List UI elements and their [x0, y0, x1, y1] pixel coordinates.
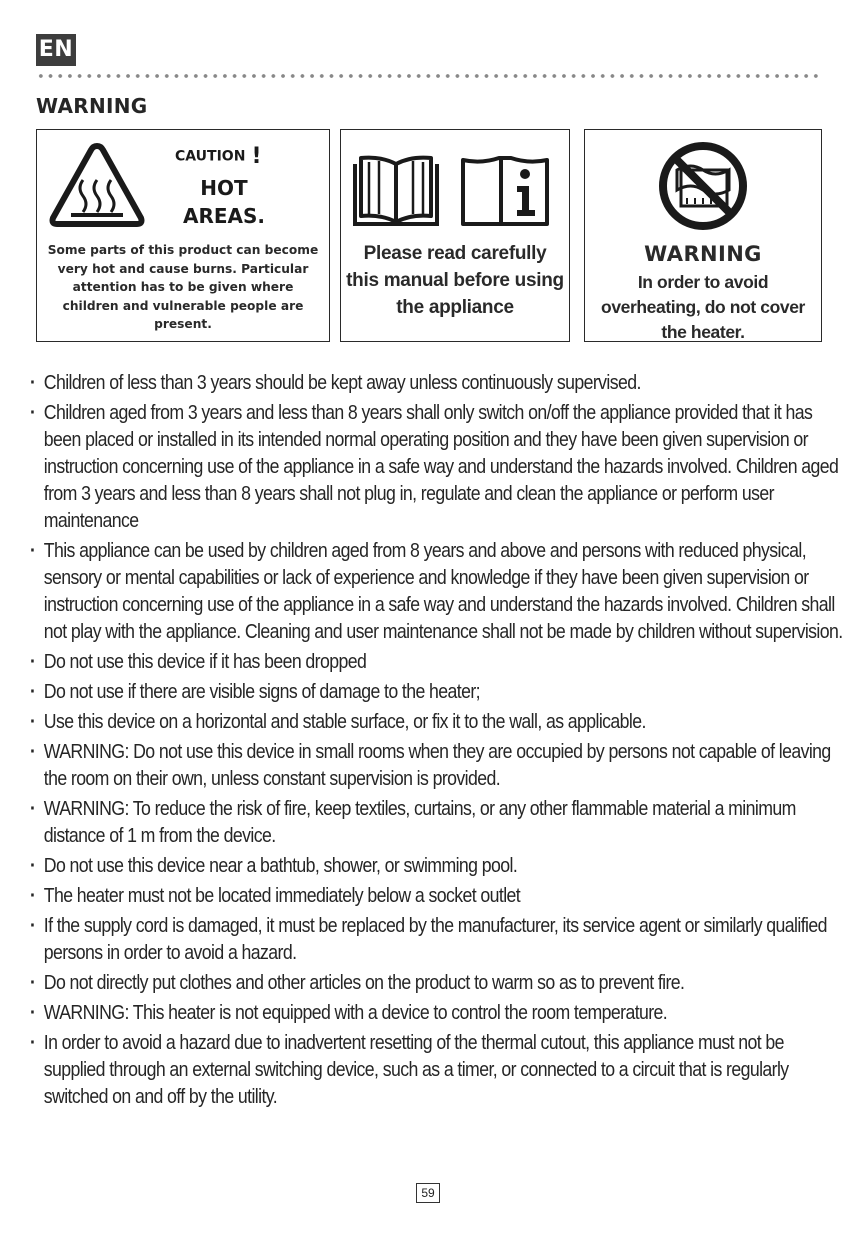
warning-item: · Do not use if there are visible signs of damage to the heater; — [30, 678, 844, 705]
hot-areas-title — [175, 174, 273, 230]
page-number: 59 — [416, 1183, 440, 1203]
warning-item: · WARNING: This heater is not equipped with a device to control the room temperature. — [30, 999, 844, 1026]
do-not-cover-title: WARNING — [644, 242, 762, 266]
warning-item: · The heater must not be located immediately below a socket outlet — [30, 882, 844, 909]
section-title: WARNING — [36, 94, 148, 118]
info-manual-icon — [459, 154, 551, 230]
hot-title-line-2: AREAS. — [182, 204, 266, 228]
warning-item: · Do not directly put clothes and other articles on the product to warm so as to prevent fire. — [30, 969, 844, 996]
warning-item: · Children aged from 3 years and less than 8 years shall only switch on/off the appliance provided that it has been placed or installed in its intended normal operating position and they have been given supervision or instruction concerning use of the appliance in a safe way and understand the hazards involved. Children aged from 3 years and less than 8 years shall not plug in, regulate and clean the appliance or perform user maintenance — [30, 399, 844, 534]
warning-item: · If the supply cord is damaged, it must be replaced by the manufacturer, its service agent or similarly qualified persons in order to avoid a hazard. — [30, 912, 844, 966]
read-manual-panel — [340, 129, 570, 342]
hot-title-line-1: HOT — [200, 176, 248, 200]
warning-item: · WARNING: To reduce the risk of fire, keep textiles, curtains, or any other flammable material a minimum distance of 1 m from the device. — [30, 795, 844, 849]
hot-surface-warning-icon — [47, 140, 147, 230]
warning-item: · This appliance can be used by children aged from 8 years and above and persons with reduced physical, sensory or mental capabilities or lack of experience and knowledge if they have been given supervision or instruction concerning use of the appliance in a safe way and understand the hazards involved. Children shall not play with the appliance. Cleaning and user maintenance shall not be made by children without supervision. — [30, 537, 844, 645]
warning-item: · Do not use this device if it has been dropped — [30, 648, 844, 675]
warnings-list — [30, 369, 843, 1113]
warning-item: · In order to avoid a hazard due to inadvertent resetting of the thermal cutout, this appliance must not be supplied through an external switching device, such as a timer, or connected to a circuit that is regularly switched on and off by the utility. — [30, 1029, 844, 1110]
do-not-cover-text: In order to avoid overheating, do not cover the heater. — [601, 272, 805, 342]
open-book-icon — [351, 154, 441, 230]
hot-areas-panel — [36, 129, 330, 342]
exclamation-icon: ! — [251, 144, 262, 169]
hot-areas-text: Some parts of this product can become very hot and cause burns. Particular attention has to be given where children and vulnerable people are present. — [47, 243, 319, 331]
caution-label: CAUTION — [175, 148, 246, 165]
do-not-cover-icon — [657, 140, 749, 232]
language-badge: EN — [36, 34, 76, 66]
do-not-cover-panel — [584, 129, 822, 342]
dotted-divider — [36, 73, 822, 79]
warning-item: · Do not use this device near a bathtub, shower, or swimming pool. — [30, 852, 844, 879]
caution-heading — [175, 144, 325, 169]
warning-item: · WARNING: Do not use this device in small rooms when they are occupied by persons not capable of leaving the room on their own, unless constant supervision is provided. — [30, 738, 844, 792]
warning-item: · Use this device on a horizontal and stable surface, or fix it to the wall, as applicable. — [30, 708, 844, 735]
read-manual-text: Please read carefully this manual before using the appliance — [346, 243, 564, 318]
warning-item: · Children of less than 3 years should be kept away unless continuously supervised. — [30, 369, 844, 396]
